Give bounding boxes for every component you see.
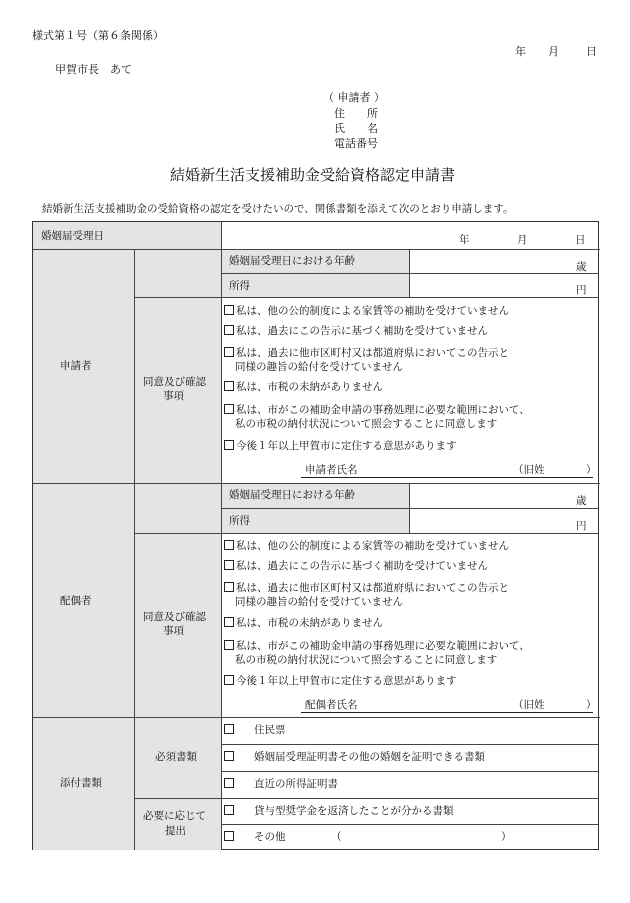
checkbox-icon[interactable] — [224, 540, 234, 550]
applicant-signature-line[interactable] — [301, 477, 593, 478]
other-close-paren: ） — [501, 831, 512, 843]
checkbox-icon[interactable] — [224, 381, 234, 391]
applicant-consent-label: 同意及び確認 — [143, 376, 206, 388]
checkbox-icon[interactable] — [224, 347, 234, 357]
attachment-item[interactable]: 婚姻届受理証明書その他の婚姻を証明できる書類 — [224, 751, 485, 764]
applicant-check-item[interactable]: 私は、過去にこの告示に基づく補助を受けていません — [224, 325, 488, 338]
applicant-consent-label-2: 事項 — [163, 390, 184, 402]
applicant-sub-bg — [134, 249, 221, 483]
spouse-sub-bg — [134, 483, 221, 717]
applicant-check-item[interactable]: 私は、過去に他市区町村又は都道府県においてこの告示と — [224, 347, 509, 360]
spouse-check-item[interactable]: 私は、市がこの補助金申請の事務処理に必要な範囲において、 — [224, 640, 530, 653]
applicant-check-item[interactable]: 私は、他の公的制度による家賃等の補助を受けていません — [224, 305, 509, 318]
applicant-check-item-cont: 私の市税の納付状況について照会することに同意します — [235, 418, 498, 430]
attachment-item[interactable]: 住民票 — [224, 724, 286, 737]
applicant-check-item-cont: 同様の趣旨の給付を受けていません — [235, 361, 403, 373]
spouse-check-item[interactable]: 私は、市税の未納がありません — [224, 617, 383, 630]
address-label: 住 所 — [334, 107, 378, 120]
marriage-date-month: 月 — [517, 234, 528, 246]
spouse-age-label: 婚姻届受理日における年齢 — [229, 489, 355, 501]
date-day: 日 — [586, 45, 597, 58]
optional-docs-label-2: 提出 — [165, 825, 186, 837]
spouse-check-item[interactable]: 私は、過去に他市区町村又は都道府県においてこの告示と — [224, 582, 509, 595]
spouse-check-item[interactable]: 今後１年以上甲賀市に定住する意思があります — [224, 675, 457, 688]
marriage-date-day: 日 — [575, 234, 586, 246]
applicant-age-unit: 歳 — [576, 261, 587, 273]
spouse-signature-line[interactable] — [301, 712, 593, 713]
attachment-item[interactable]: 直近の所得証明書 — [224, 778, 338, 791]
checkbox-icon[interactable] — [224, 831, 234, 841]
attachments-section-label: 添付書類 — [60, 777, 102, 789]
addressee: 甲賀市長 あて — [55, 63, 132, 76]
other-open-paren: （ — [331, 831, 342, 843]
applicant-income-unit: 円 — [576, 284, 587, 296]
form-number: 様式第１号（第６条関係） — [32, 29, 164, 42]
spouse-age-unit: 歳 — [576, 495, 587, 507]
attachment-item[interactable]: その他 — [224, 831, 286, 844]
spouse-check-item[interactable]: 私は、他の公的制度による家賃等の補助を受けていません — [224, 540, 509, 553]
applicant-signature-label: 申請者氏名 — [305, 464, 358, 476]
spouse-section-label: 配偶者 — [60, 595, 92, 607]
date-month: 月 — [548, 45, 559, 58]
applicant-block-label: （ 申請者 ） — [323, 91, 385, 104]
marriage-date-year: 年 — [459, 234, 470, 246]
name-label: 氏 名 — [334, 122, 378, 135]
checkbox-icon[interactable] — [224, 560, 234, 570]
applicant-check-item[interactable]: 今後１年以上甲賀市に定住する意思があります — [224, 440, 457, 453]
checkbox-icon[interactable] — [224, 805, 234, 815]
date-year: 年 — [515, 45, 526, 58]
applicant-former-name-close: ） — [586, 464, 597, 476]
checkbox-icon[interactable] — [224, 582, 234, 592]
spouse-signature-label: 配偶者氏名 — [305, 699, 358, 711]
checkbox-icon[interactable] — [224, 440, 234, 450]
phone-label: 電話番号 — [334, 137, 378, 150]
spouse-income-label: 所得 — [229, 515, 250, 527]
checkbox-icon[interactable] — [224, 724, 234, 734]
document-title: 結婚新生活支援補助金受給資格認定申請書 — [170, 166, 456, 184]
spouse-consent-label: 同意及び確認 — [143, 611, 206, 623]
checkbox-icon[interactable] — [224, 617, 234, 627]
checkbox-icon[interactable] — [224, 325, 234, 335]
spouse-check-item-cont: 私の市税の納付状況について照会することに同意します — [235, 654, 498, 666]
applicant-age-label: 婚姻届受理日における年齢 — [229, 255, 355, 267]
intro-text: 結婚新生活支援補助金の受給資格の認定を受けたいので、関係書類を添えて次のとおり申請します。 — [42, 203, 514, 215]
applicant-check-item[interactable]: 私は、市税の未納がありません — [224, 381, 383, 394]
spouse-former-name-close: ） — [586, 699, 597, 711]
checkbox-icon[interactable] — [224, 751, 234, 761]
spouse-check-item-cont: 同様の趣旨の給付を受けていません — [235, 596, 403, 608]
marriage-date-label: 婚姻届受理日 — [41, 230, 104, 242]
spouse-check-item[interactable]: 私は、過去にこの告示に基づく補助を受けていません — [224, 560, 488, 573]
applicant-former-name-label: （旧姓 — [513, 464, 545, 476]
application-table — [32, 221, 599, 850]
checkbox-icon[interactable] — [224, 778, 234, 788]
checkbox-icon[interactable] — [224, 640, 234, 650]
spouse-income-unit: 円 — [576, 520, 587, 532]
checkbox-icon[interactable] — [224, 675, 234, 685]
applicant-income-label: 所得 — [229, 280, 250, 292]
spouse-former-name-label: （旧姓 — [513, 699, 545, 711]
applicant-check-item[interactable]: 私は、市がこの補助金申請の事務処理に必要な範囲において、 — [224, 404, 530, 417]
checkbox-icon[interactable] — [224, 404, 234, 414]
checkbox-icon[interactable] — [224, 305, 234, 315]
attachment-item[interactable]: 貸与型奨学金を返済したことが分かる書類 — [224, 805, 454, 818]
applicant-section-label: 申請者 — [60, 360, 92, 372]
optional-docs-label: 必要に応じて — [143, 810, 206, 822]
required-docs-label: 必須書類 — [155, 751, 197, 763]
spouse-consent-label-2: 事項 — [163, 625, 184, 637]
